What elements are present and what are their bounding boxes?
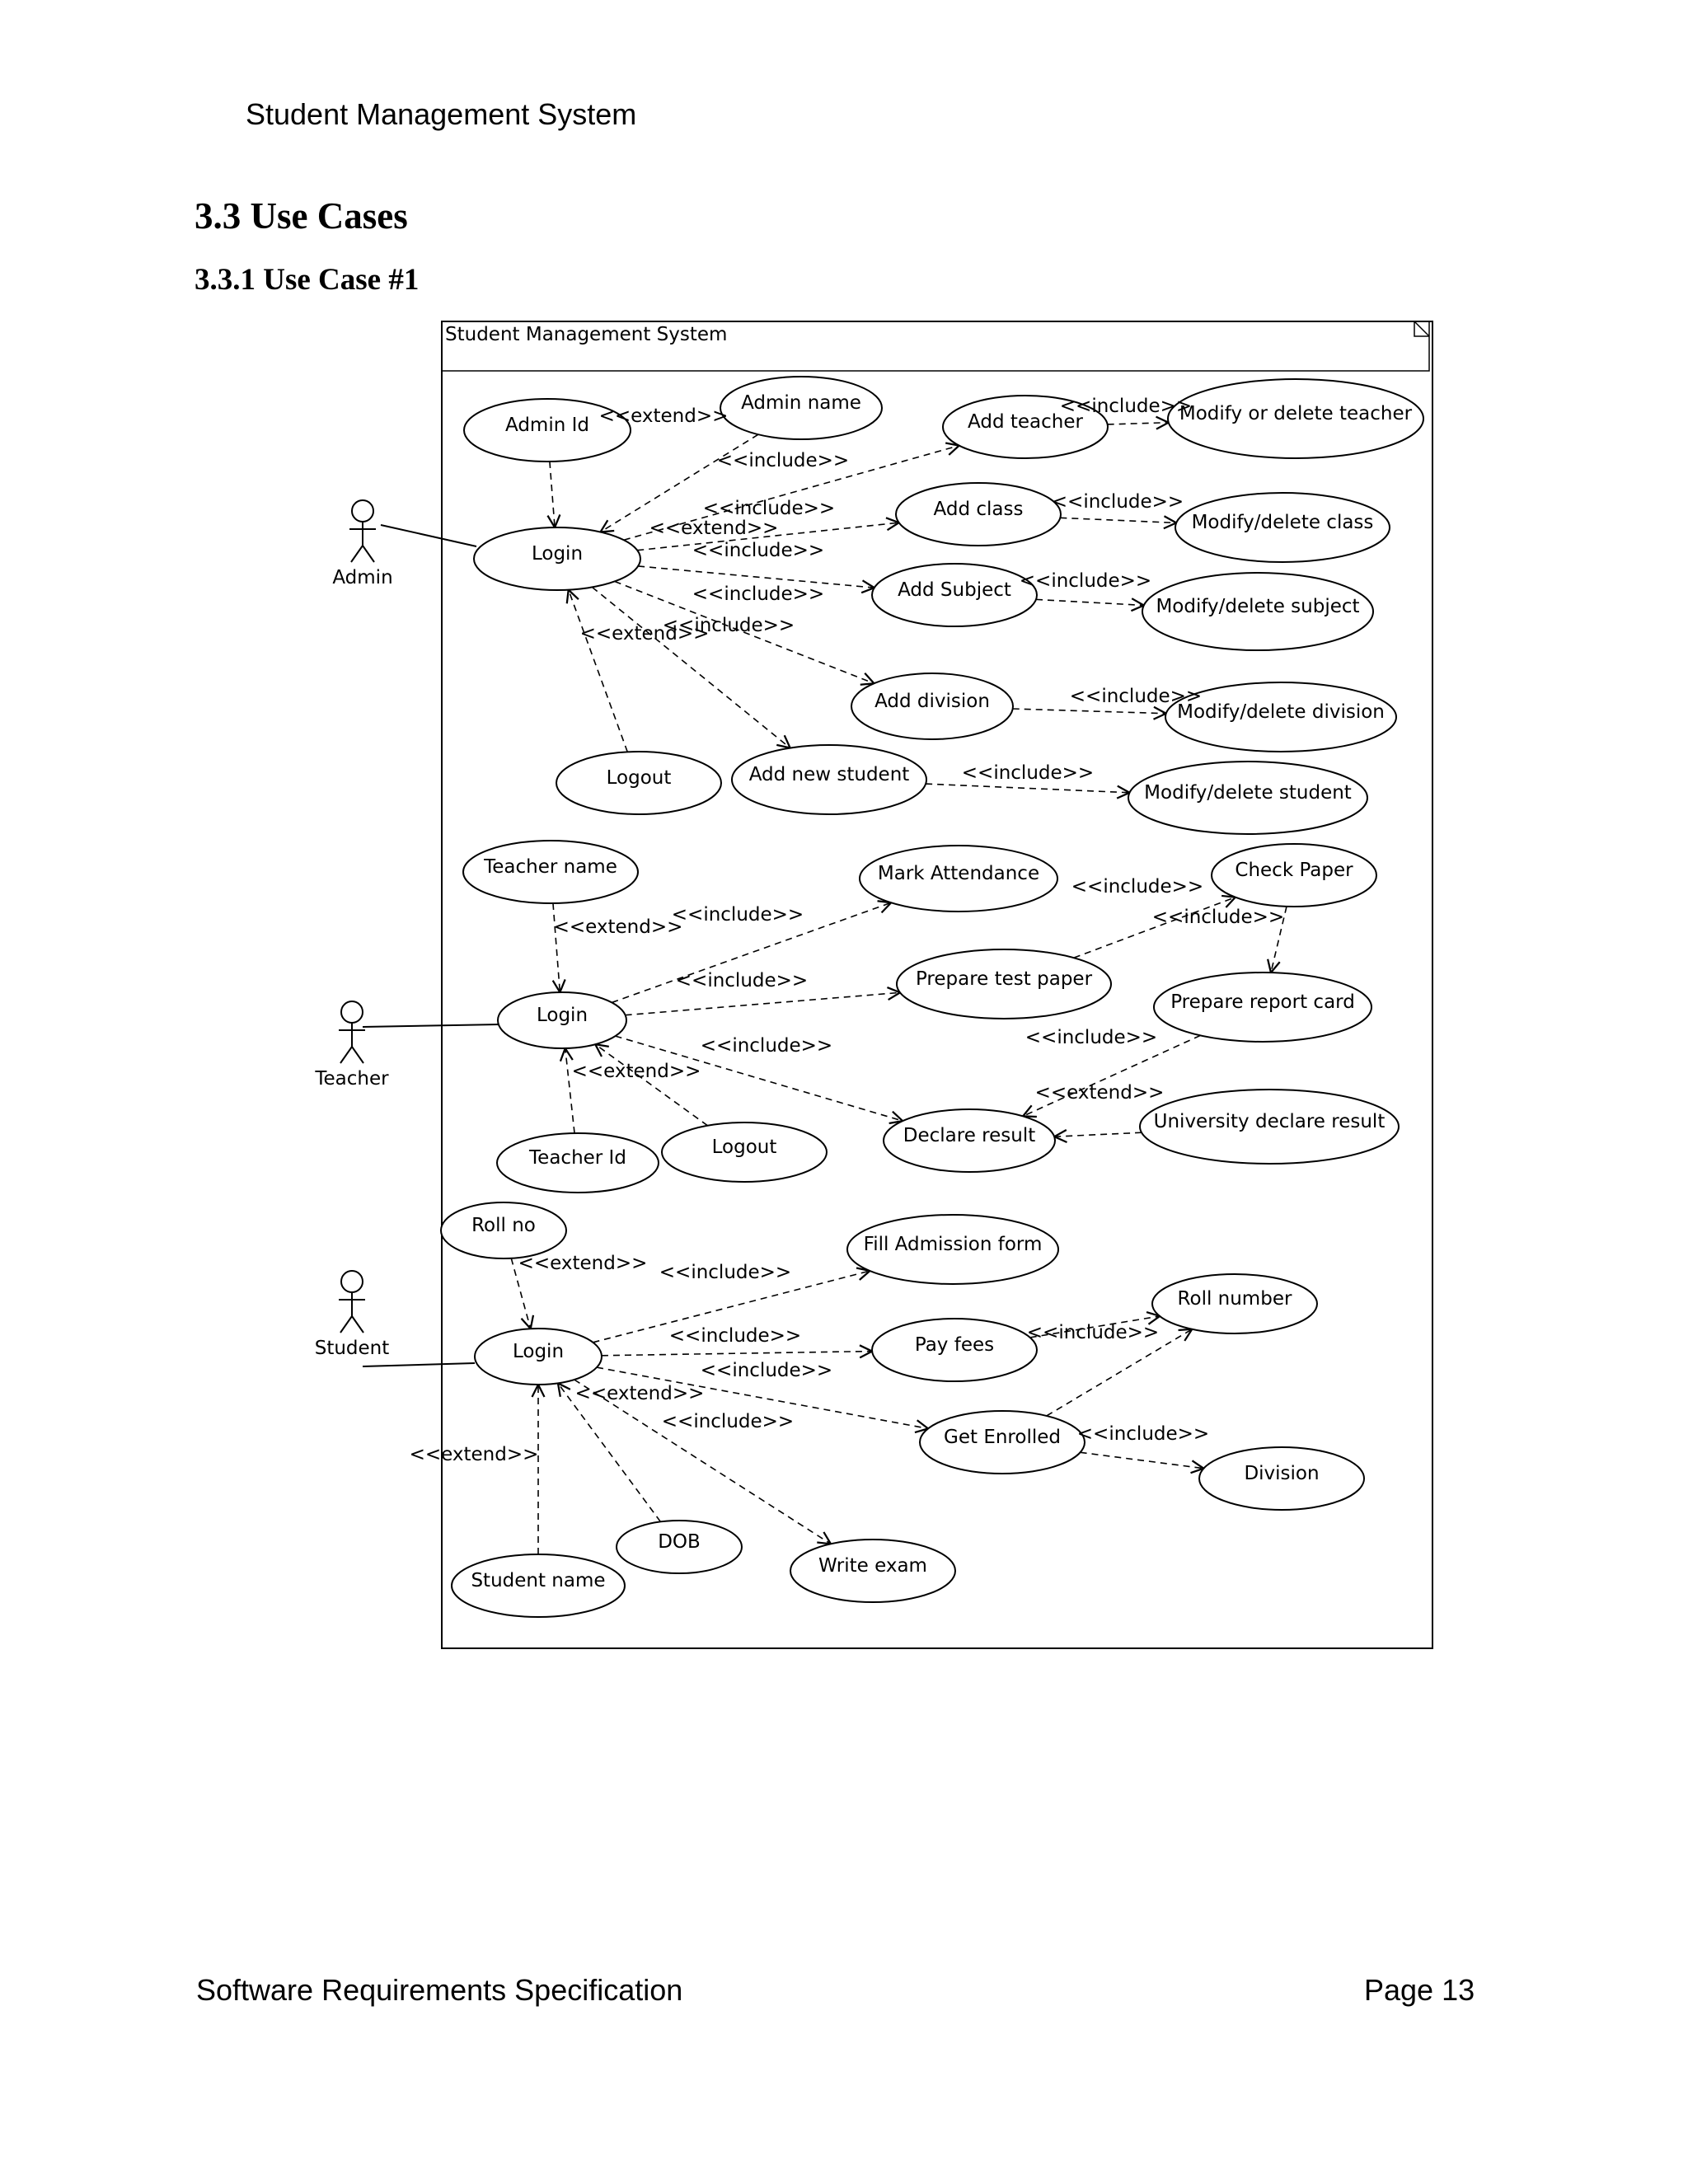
relation-add_student-to-mod_student xyxy=(926,784,1129,793)
use-case-mod-class xyxy=(1175,493,1390,562)
association-student xyxy=(363,1363,475,1366)
use-case-label: Roll number xyxy=(1177,1288,1292,1310)
use-case-pay-fees xyxy=(872,1319,1037,1381)
use-case-label: Teacher Id xyxy=(529,1147,626,1169)
use-case-add-division xyxy=(851,673,1013,739)
use-case-logout-t xyxy=(662,1122,827,1182)
system-name: Student Management System xyxy=(445,324,728,345)
use-case-dob xyxy=(617,1521,742,1573)
relation-label: <<include>> xyxy=(659,1262,792,1283)
relation-label: <<include>> xyxy=(671,904,804,926)
use-case-label: Student name xyxy=(471,1570,606,1591)
use-case-label: Modify or delete teacher xyxy=(1179,403,1413,424)
actor-label: Teacher xyxy=(315,1068,389,1090)
relation-label: <<include>> xyxy=(675,970,809,991)
use-case-prep-test xyxy=(897,949,1111,1019)
relation-label: <<extend>> xyxy=(598,405,729,427)
use-case-label: DOB xyxy=(658,1531,701,1553)
footer-document-title: Software Requirements Specification xyxy=(196,1973,683,2007)
use-case-label: Modify/delete class xyxy=(1191,512,1374,533)
use-case-label: Teacher name xyxy=(484,856,617,878)
use-case-fill-adm xyxy=(847,1215,1058,1284)
use-case-label: Roll no xyxy=(471,1215,536,1236)
actor-label: Admin xyxy=(332,567,393,588)
use-case-mod-teacher xyxy=(1168,379,1423,458)
use-case-label: Declare result xyxy=(903,1125,1036,1146)
use-case-get-enrolled xyxy=(920,1411,1085,1474)
actor-label: Student xyxy=(314,1338,390,1359)
use-case-write-exam xyxy=(790,1540,955,1602)
association-teacher xyxy=(363,1024,499,1027)
relation-label: <<extend>> xyxy=(571,1061,701,1082)
use-case-label: Admin name xyxy=(741,392,861,414)
relation-label: <<include>> xyxy=(961,762,1095,784)
section-title: 3.3 Use Cases xyxy=(195,195,408,237)
relation-label: <<include>> xyxy=(700,1035,833,1057)
relation-login_s-to-pay_fees xyxy=(602,1352,872,1356)
use-case-check-paper xyxy=(1212,844,1376,907)
relation-get_enrolled-to-division xyxy=(1081,1452,1204,1468)
relation-label: <<include>> xyxy=(662,615,795,636)
use-case-login-s xyxy=(475,1329,602,1385)
relation-admin_id-to-login_a xyxy=(550,462,555,527)
relation-label: <<include>> xyxy=(1151,907,1285,928)
use-case-teacher-id xyxy=(497,1133,659,1193)
actor-admin xyxy=(332,500,392,588)
relation-label: <<include>> xyxy=(692,540,825,561)
relation-label: <<extend>> xyxy=(553,916,683,938)
use-case-roll-no xyxy=(441,1202,566,1258)
relation-label: <<include>> xyxy=(1076,1423,1210,1445)
relation-label: <<extend>> xyxy=(518,1253,648,1274)
relation-label: <<include>> xyxy=(661,1411,795,1432)
actors xyxy=(314,500,392,1359)
relation-label: <<include>> xyxy=(716,450,850,471)
use-case-admin-name xyxy=(720,377,882,439)
use-case-student-name xyxy=(452,1554,625,1617)
use-case-label: Modify/delete student xyxy=(1144,782,1352,804)
relation-logout_t-to-login_t xyxy=(595,1044,707,1126)
use-case-label: Mark Attendance xyxy=(877,863,1040,884)
relation-label: <<include>> xyxy=(1051,491,1184,513)
use-case-add-class xyxy=(896,483,1061,546)
use-case-label: Prepare test paper xyxy=(915,968,1093,990)
use-case-mod-student xyxy=(1128,762,1367,834)
use-case-logout-a xyxy=(556,752,721,814)
relation-login_t-to-prep_test xyxy=(626,992,900,1015)
use-case-label: Add new student xyxy=(748,764,910,785)
use-case-label: Login xyxy=(536,1005,588,1026)
use-case-label: Add teacher xyxy=(968,411,1083,433)
use-case-add-student xyxy=(732,745,926,814)
use-case-label: Get Enrolled xyxy=(944,1427,1061,1448)
relation-label: <<include>> xyxy=(1026,1322,1160,1343)
use-case-label: Fill Admission form xyxy=(863,1234,1043,1255)
subsection-title: 3.3.1 Use Case #1 xyxy=(195,263,420,297)
use-case-label: University declare result xyxy=(1153,1111,1386,1132)
use-case-label: Add division xyxy=(874,691,990,712)
use-case-label: Admin Id xyxy=(505,415,589,436)
relation-label: <<include>> xyxy=(1059,396,1193,417)
use-case-label: Prepare report card xyxy=(1170,991,1355,1013)
use-case-division xyxy=(1199,1447,1364,1510)
use-case-teacher-name xyxy=(463,841,638,903)
relation-label: <<include>> xyxy=(702,498,836,519)
actor-student xyxy=(315,1271,390,1359)
use-case-label: Add class xyxy=(933,499,1024,520)
use-case-login-a xyxy=(474,527,640,590)
relation-label: <<include>> xyxy=(692,583,825,605)
relation-label: <<include>> xyxy=(1019,570,1152,592)
relation-label: <<include>> xyxy=(668,1325,802,1347)
use-cases xyxy=(441,377,1423,1617)
use-case-label: Pay fees xyxy=(914,1334,995,1356)
relation-label: <<extend>> xyxy=(579,623,710,644)
use-case-prep-report xyxy=(1154,972,1372,1042)
relation-add_division-to-mod_division xyxy=(1013,709,1166,714)
use-case-mod-subject xyxy=(1142,573,1373,650)
footer-page-number: Page 13 xyxy=(1364,1973,1475,2007)
use-case-label: Write exam xyxy=(818,1555,927,1577)
relation-add_subject-to-mod_subject xyxy=(1036,599,1144,605)
relation-logout_a-to-login_a xyxy=(569,590,628,752)
use-case-label: Modify/delete division xyxy=(1177,701,1385,723)
relation-label: <<extend>> xyxy=(409,1444,539,1465)
use-case-label: Add Subject xyxy=(898,579,1011,601)
use-case-login-t xyxy=(498,992,626,1048)
use-case-mark-att xyxy=(860,846,1057,912)
relation-univ-to-declare xyxy=(1054,1132,1142,1137)
use-case-declare xyxy=(884,1109,1055,1172)
relation-label: <<include>> xyxy=(1071,876,1204,898)
relation-label: <<extend>> xyxy=(649,518,779,539)
association-admin xyxy=(381,525,476,546)
running-header: Student Management System xyxy=(246,97,637,131)
relation-label: <<include>> xyxy=(700,1360,833,1381)
use-case-label: Division xyxy=(1244,1463,1320,1484)
relation-label: <<include>> xyxy=(1069,686,1203,707)
use-case-label: Logout xyxy=(711,1137,777,1158)
relation-label: <<include>> xyxy=(1025,1027,1158,1048)
relation-label: <<extend>> xyxy=(1034,1082,1165,1104)
relation-add_teacher-to-mod_teacher xyxy=(1108,423,1169,424)
use-case-univ xyxy=(1140,1090,1399,1164)
use-case-label: Modify/delete subject xyxy=(1156,596,1360,617)
use-case-roll-number xyxy=(1152,1274,1317,1333)
use-case-add-subject xyxy=(872,564,1037,626)
relation-add_class-to-mod_class xyxy=(1060,518,1176,523)
use-case-label: Check Paper xyxy=(1235,860,1353,881)
use-case-label: Login xyxy=(512,1341,565,1362)
use-case-label: Login xyxy=(531,543,584,565)
actor-teacher xyxy=(314,1001,389,1090)
use-case-label: Logout xyxy=(606,767,672,789)
relation-label: <<extend>> xyxy=(574,1383,705,1404)
